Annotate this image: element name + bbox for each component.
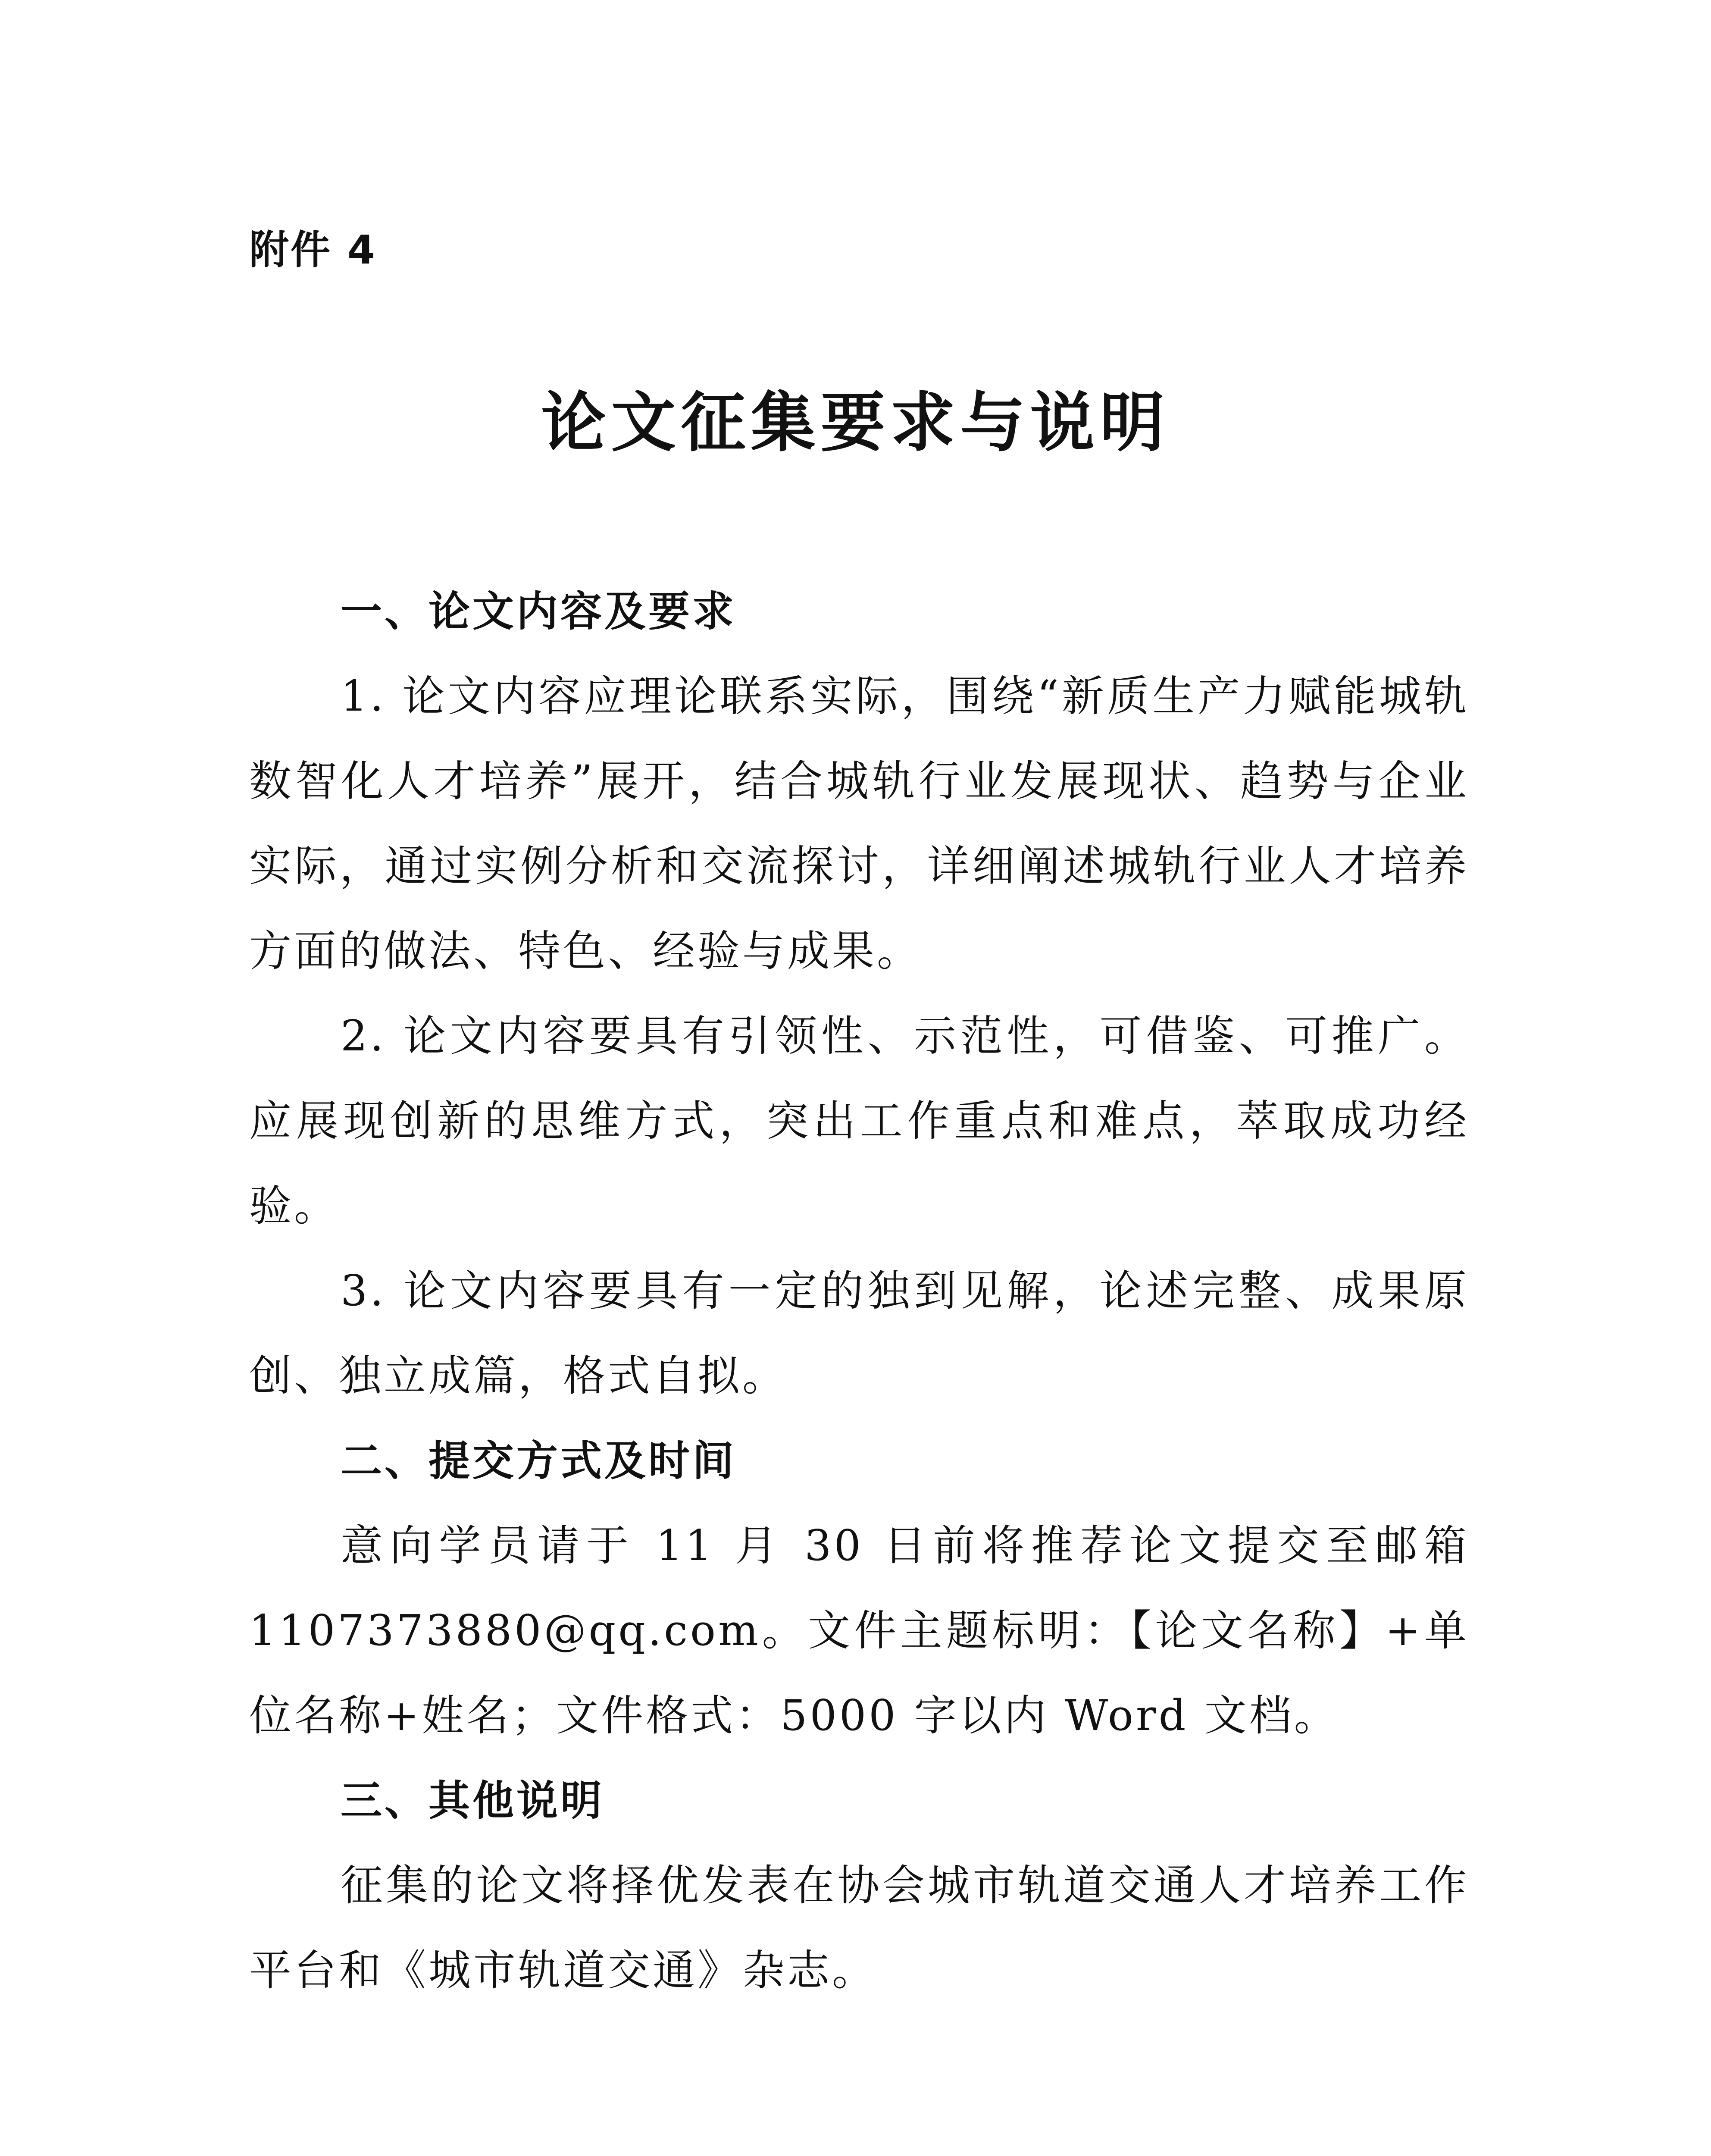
attachment-label: 附件 4: [249, 227, 377, 273]
paragraph: 1. 论文内容应理论联系实际，围绕“新质生产力赋能城轨数智化人才培养”展开，结合城轨行业发展现状、趋势与企业实际，通过实例分析和交流探讨，详细阐述城轨行业人才培养方面的做法、特色、经验与成果。: [249, 672, 1469, 976]
document-title: 论文征集要求与说明: [541, 385, 1170, 461]
section-content-requirements: [249, 569, 1469, 1419]
paragraph: 征集的论文将择优发表在协会城市轨道交通人才培养工作平台和《城市轨道交通》杂志。: [249, 1861, 1469, 1995]
section-heading: 二、提交方式及时间: [341, 1437, 736, 1485]
section-submission: [249, 1419, 1469, 1758]
section-heading: 三、其他说明: [341, 1777, 604, 1825]
paragraph: 2. 论文内容要具有引领性、示范性，可借鉴、可推广。应展现创新的思维方式，突出工作重点和难点，萃取成功经验。: [249, 1012, 1469, 1231]
paragraph: 3. 论文内容要具有一定的独到见解，论述完整、成果原创、独立成篇，格式自拟。: [249, 1266, 1469, 1401]
paragraph: 意向学员请于 11 月 30 日前将推荐论文提交至邮箱 1107373880@qq.com。文件主题标明：【论文名称】+单位名称+姓名；文件格式：5000 字以内 Word 文档。: [249, 1521, 1469, 1740]
section-other-notes: [249, 1758, 1469, 2013]
section-heading: 一、论文内容及要求: [341, 587, 736, 636]
document-body: [249, 569, 1469, 2013]
